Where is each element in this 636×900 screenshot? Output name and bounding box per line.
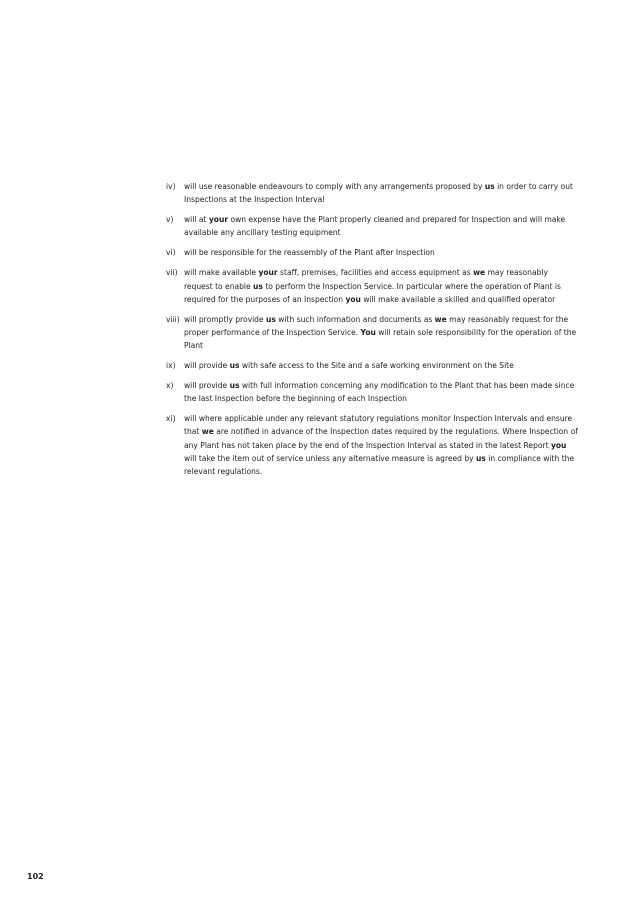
clause-number: viii) (166, 314, 180, 324)
clause-text-segment: will use reasonable endeavours to comply with any arrangements proposed by (184, 182, 485, 191)
clause-text-segment: will at (184, 215, 209, 225)
clause-text-segment: in order to carry out Inspections at the Inspection Interval (184, 182, 573, 205)
clause-text (184, 359, 578, 372)
clause-text-segment: with full information concerning any modification to the Plant that has been made since the last Inspection before the beginning of each Inspection (184, 381, 575, 404)
defined-term: your (258, 268, 278, 278)
clause-item (166, 180, 578, 206)
defined-term: us (476, 453, 486, 463)
clause-text-segment: may reasonably request to enable (184, 268, 548, 291)
defined-term: us (266, 314, 276, 324)
clause-text (184, 246, 578, 259)
clause-item (166, 266, 578, 305)
defined-term: you (550, 440, 567, 450)
clause-item (166, 379, 578, 405)
page-number: 102 (27, 872, 44, 881)
clause-text-segment: will take the item out of service unless any alternative measure is agreed by (184, 453, 477, 463)
clause-text (184, 180, 578, 206)
clause-text-segment: will where applicable under any relevant statutory regulations monitor Inspection Intervals and ensure that (184, 414, 573, 437)
clause-text-segment: will provide (184, 381, 230, 391)
clause-item (166, 313, 578, 352)
clause-text (184, 213, 578, 239)
defined-term: us (229, 381, 240, 391)
defined-term: your (208, 215, 229, 225)
defined-term: us (253, 281, 263, 291)
clause-text-segment: to perform the Inspection Service. In particular where the operation of Plant is required for the purposes of an Inspection (184, 281, 561, 304)
defined-term: you (345, 294, 361, 304)
clause-text (184, 379, 578, 405)
clause-text-segment: own expense have the Plant properly cleaned and prepared for Inspection and will make available any ancillary testing equipment (184, 215, 566, 238)
clause-item (166, 246, 578, 259)
defined-term: we (473, 268, 486, 278)
clause-text-segment: may reasonably request for the proper performance of the Inspection Service. (184, 314, 569, 337)
defined-term: we (201, 427, 214, 437)
clause-item (166, 213, 578, 239)
clause-list (166, 180, 578, 485)
clause-number: xi) (166, 414, 176, 424)
clause-text (184, 266, 578, 305)
clause-text-segment: will promptly provide (184, 314, 267, 324)
clause-text-segment: in compliance with the relevant regulations. (184, 453, 575, 476)
clause-text-segment: will make available (184, 268, 259, 278)
clause-number: vi) (166, 248, 176, 258)
defined-term: we (434, 314, 447, 324)
clause-text-segment: will provide (184, 361, 230, 371)
clause-number: v) (166, 215, 174, 225)
clause-item (166, 359, 578, 372)
clause-text-segment: will retain sole responsibility for the operation of the Plant (184, 327, 577, 350)
clause-text-segment: are notified in advance of the Inspection dates required by the regulations. Where Inspection of any Plant has not taken place by the end of the Inspection Interval as stated in the latest Report (184, 427, 578, 450)
clause-text-segment: with such information and documents as (275, 314, 435, 324)
defined-term: us (229, 361, 240, 371)
clause-text (184, 313, 578, 352)
clause-text-segment: will be responsible for the reassembly of the Plant after Inspection (184, 248, 435, 258)
clause-text-segment: with safe access to the Site and a safe working environment on the Site (239, 361, 514, 371)
clause-text-segment: staff, premises, facilities and access equipment as (277, 268, 474, 278)
clause-number: ix) (166, 361, 176, 371)
defined-term: You (360, 327, 376, 337)
clause-number: iv) (166, 182, 176, 191)
clause-number: x) (166, 381, 174, 391)
clause-text-segment: will make available a skilled and qualified operator (360, 294, 556, 304)
clause-item (166, 412, 578, 477)
clause-text (184, 412, 578, 477)
clause-number: vii) (166, 268, 178, 278)
defined-term: us (484, 182, 495, 191)
